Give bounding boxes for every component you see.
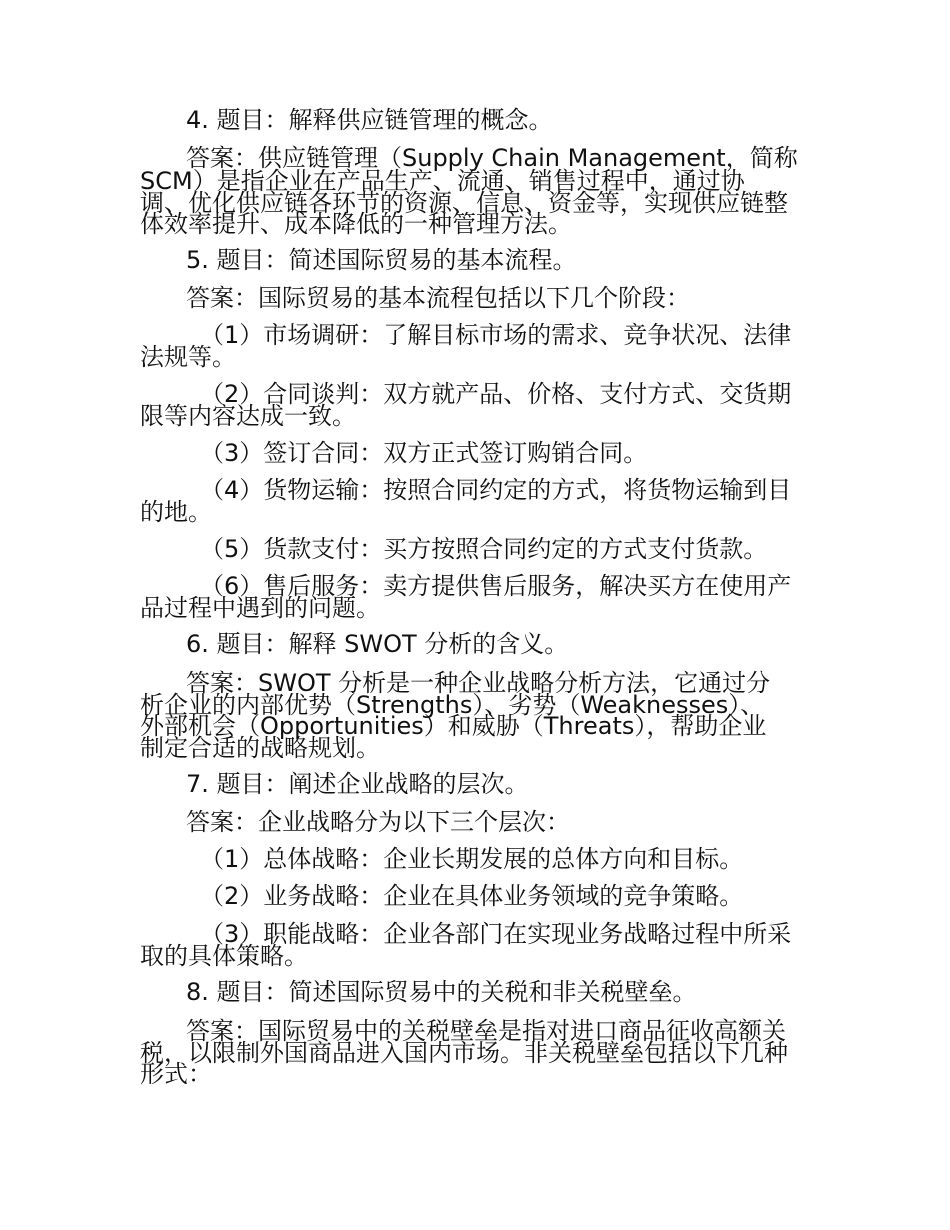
question-7: 7. 题目：阐述企业战略的层次。 <box>186 770 529 798</box>
level-1-line-1: （1）总体战略：企业长期发展的总体方向和目标。 <box>200 845 744 873</box>
level-3-line-1: （3）职能战略：企业各部门在实现业务战略过程中所采 <box>200 920 792 948</box>
step-2-line-2: 限等内容达成一致。 <box>140 402 356 430</box>
question-4: 4. 题目：解释供应链管理的概念。 <box>186 106 553 134</box>
answer-6-line-3: 外部机会（Opportunities）和威胁（Threats），帮助企业 <box>140 712 767 740</box>
level-2-line-1: （2）业务战略：企业在具体业务领域的竞争策略。 <box>200 882 744 910</box>
step-6-line-2: 品过程中遇到的问题。 <box>140 594 380 622</box>
answer-4-line-1: 答案：供应链管理（Supply Chain Management，简称 <box>186 144 798 172</box>
answer-7-intro: 答案：企业战略分为以下三个层次： <box>186 808 570 836</box>
step-3-line-1: （3）签订合同：双方正式签订购销合同。 <box>200 439 648 467</box>
step-5-line-1: （5）货款支付：买方按照合同约定的方式支付货款。 <box>200 535 768 563</box>
answer-6-line-1: 答案：SWOT 分析是一种企业战略分析方法，它通过分 <box>186 669 771 697</box>
answer-8-line-2: 税，以限制外国商品进入国内市场。非关税壁垒包括以下几种 <box>140 1039 788 1067</box>
level-3-line-2: 取的具体策略。 <box>140 942 308 970</box>
answer-8-line-1: 答案：国际贸易中的关税壁垒是指对进口商品征收高额关 <box>186 1017 786 1045</box>
question-5: 5. 题目：简述国际贸易的基本流程。 <box>186 246 577 274</box>
answer-4-line-2: SCM）是指企业在产品生产、流通、销售过程中，通过协 <box>140 167 745 195</box>
answer-8-line-3: 形式： <box>140 1060 212 1088</box>
question-8: 8. 题目：简述国际贸易中的关税和非关税壁垒。 <box>186 978 697 1006</box>
step-2-line-1: （2）合同谈判：双方就产品、价格、支付方式、交货期 <box>200 380 792 408</box>
answer-4-line-3: 调、优化供应链各环节的资源、信息、资金等，实现供应链整 <box>140 189 788 217</box>
step-1-line-1: （1）市场调研：了解目标市场的需求、竞争状况、法律 <box>200 321 792 349</box>
question-6: 6. 题目：解释 SWOT 分析的含义。 <box>186 630 569 658</box>
answer-6-line-4: 制定合适的战略规划。 <box>140 734 380 762</box>
answer-4-line-4: 体效率提升、成本降低的一种管理方法。 <box>140 210 572 238</box>
answer-6-line-2: 析企业的内部优势（Strengths）、劣势（Weaknesses）、 <box>140 691 765 719</box>
step-1-line-2: 法规等。 <box>140 343 236 371</box>
step-4-line-1: （4）货物运输：按照合同约定的方式，将货物运输到目 <box>200 476 792 504</box>
step-4-line-2: 的地。 <box>140 498 212 526</box>
answer-5-intro: 答案：国际贸易的基本流程包括以下几个阶段： <box>186 284 690 312</box>
step-6-line-1: （6）售后服务：卖方提供售后服务，解决买方在使用产 <box>200 572 792 600</box>
